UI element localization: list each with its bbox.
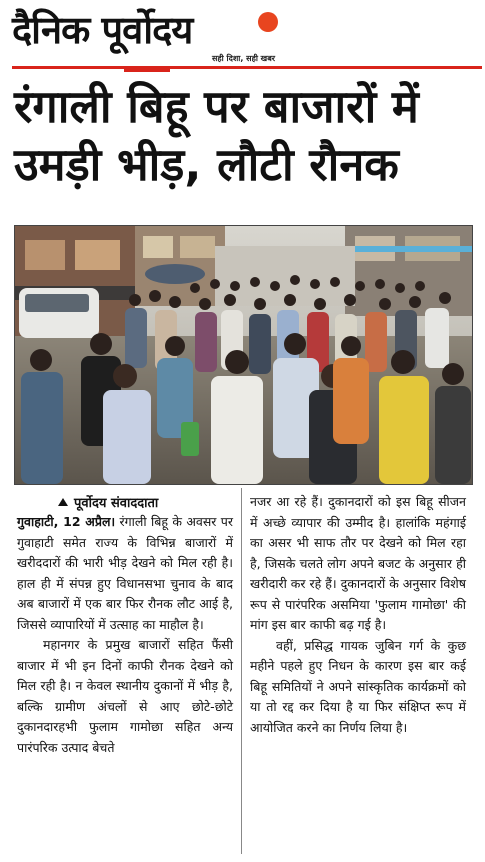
crowd-market-photo — [14, 225, 473, 485]
triangle-icon — [58, 498, 68, 506]
headline — [14, 78, 474, 194]
masthead-rule — [12, 66, 482, 69]
tagline: सही दिशा, सही खबर — [212, 54, 276, 63]
byline — [58, 493, 158, 511]
masthead — [0, 0, 485, 78]
article-column-right — [250, 492, 466, 738]
photo-illustration — [15, 226, 472, 484]
headline-line-1: रंगाली बिहू पर बाजारों में — [14, 80, 419, 133]
headline-line-2: उमड़ी भीड़, लौटी रौनक — [14, 138, 399, 191]
masthead-rule-tab — [124, 69, 170, 72]
byline-text: पूर्वोदय संवाददाता — [74, 496, 159, 511]
article-paragraph-1 — [17, 512, 233, 635]
paragraph-1-text: रंगाली बिहू के अवसर पर गुवाहाटी समेत राज्य के विभिन्न बाजारों में खरीददारों की भारी भीड़ देखने को मिल रही है। हाल ही में संपन्न हुए विधानसभा चुनाव के बाद अब बाजारों में एक बार फिर रौनक लौट आई है, जिससे व्यापारियों में उत्साह का माहौल है। — [17, 514, 233, 632]
article-paragraph-3: नजर आ रहे हैं। दुकानदारों को इस बिहू सीजन में अच्छे व्यापार की उम्मीद है। हालांकि महंगाई का असर भी साफ तौर पर देखने को मिल रहा है, जिसके चलते लोग अपने बजट के अनुसार ही खरीदारी कर रहे हैं। दुकानदारों के अनुसार विशेष रूप से पारंपरिक असमिया 'फुलाम गामोछा' की मांग इस बार काफी बढ़ गई है। — [250, 494, 466, 632]
column-divider — [241, 488, 242, 854]
article-paragraph-2: महानगर के प्रमुख बाजारों सहित फैंसी बाजार में भी इन दिनों काफी रौनक देखने को मिल रही है। न केवल स्थानीय दुकानों में भीड़ है, बल्कि ग्रामीण अंचलों से आए छोटे-छोटे दुकानदारहभी फुलाम गामोछा सहित अन्य पारंपरिक उत्पाद बेचते — [17, 637, 233, 755]
newspaper-logo: दैनिक पूर्वोदय — [12, 7, 193, 52]
dateline: गुवाहाटी, 12 अप्रैल। — [17, 514, 116, 529]
article-column-left — [17, 512, 233, 758]
sun-logo-icon — [258, 12, 278, 32]
article-paragraph-4: वहीं, प्रसिद्ध गायक जुबिन गर्ग के कुछ महीने पहले हुए निधन के कारण इस बार कई बिहू समितियों ने अपने सांस्कृतिक कार्यक्रमों को या तो रद्द कर दिया है या फिर संक्षिप्त रूप में आयोजित करने का निर्णय लिया है। — [250, 637, 466, 735]
